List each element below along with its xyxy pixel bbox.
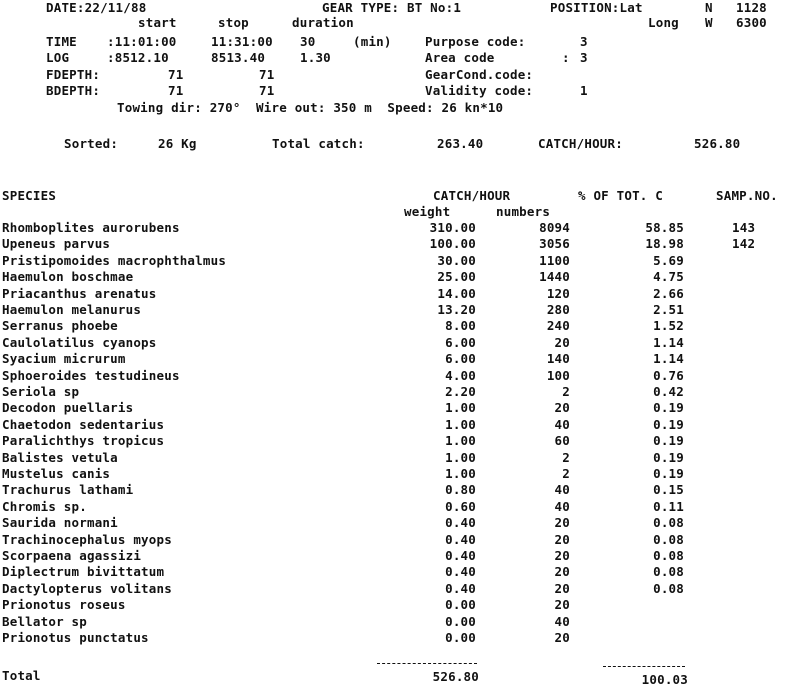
col-duration: duration <box>292 15 354 30</box>
species-cell: Seriola sp <box>2 384 80 399</box>
species-cell: Chaetodon sedentarius <box>2 417 165 432</box>
time-stop: 11:31:00 <box>211 34 273 49</box>
numbers-cell: 8094 <box>539 220 570 235</box>
table-row <box>0 352 800 367</box>
numbers-cell: 140 <box>546 351 570 366</box>
pct-cell: 0.11 <box>653 499 684 514</box>
pct-cell: 1.52 <box>653 318 684 333</box>
species-cell: Trachurus lathami <box>2 482 134 497</box>
sorted-value: 26 Kg <box>158 136 197 151</box>
pct-cell: 0.15 <box>653 482 684 497</box>
area-label: Area code <box>425 50 495 65</box>
fdepth-label: FDEPTH: <box>46 67 101 82</box>
species-cell: Mustelus canis <box>2 466 111 481</box>
species-cell: Dactylopterus volitans <box>2 581 172 596</box>
numbers-subheader: numbers <box>496 204 551 219</box>
pct-cell: 0.42 <box>653 384 684 399</box>
gearcond-label: GearCond.code: <box>425 67 534 82</box>
pct-cell: 0.19 <box>653 450 684 465</box>
species-cell: Haemulon boschmae <box>2 269 134 284</box>
weight-cell: 30.00 <box>437 253 476 268</box>
weight-cell: 1.00 <box>445 417 476 432</box>
samp-cell: 142 <box>732 236 756 251</box>
table-row <box>0 237 800 252</box>
table-row <box>0 533 800 548</box>
table-row <box>0 451 800 466</box>
numbers-cell: 2 <box>562 466 570 481</box>
table-row <box>0 221 800 236</box>
numbers-cell: 40 <box>554 614 570 629</box>
species-cell: Serranus phoebe <box>2 318 118 333</box>
weight-cell: 4.00 <box>445 368 476 383</box>
pct-total-header: % OF TOT. C <box>578 188 663 203</box>
time-duration: 30 <box>300 34 316 49</box>
date-label: DATE:22/11/88 <box>46 0 147 15</box>
numbers-cell: 3056 <box>539 236 570 251</box>
species-cell: Prionotus punctatus <box>2 630 149 645</box>
pct-cell: 0.19 <box>653 417 684 432</box>
total-catch-value: 263.40 <box>437 136 484 151</box>
weight-cell: 0.60 <box>445 499 476 514</box>
fdepth-stop: 71 <box>259 67 275 82</box>
pct-cell: 0.19 <box>653 466 684 481</box>
numbers-cell: 40 <box>554 499 570 514</box>
table-row <box>0 401 800 416</box>
validity-label: Validity code: <box>425 83 534 98</box>
pct-cell: 58.85 <box>645 220 684 235</box>
pct-cell: 1.14 <box>653 351 684 366</box>
bdepth-start: 71 <box>168 83 184 98</box>
col-start: start <box>138 15 177 30</box>
weight-cell: 1.00 <box>445 450 476 465</box>
table-row <box>0 483 800 498</box>
species-cell: Scorpaena agassizi <box>2 548 142 563</box>
numbers-cell: 20 <box>554 581 570 596</box>
numbers-cell: 2 <box>562 450 570 465</box>
table-row <box>0 631 800 646</box>
catch-per-hour-label: CATCH/HOUR: <box>538 136 623 151</box>
purpose-label: Purpose code: <box>425 34 526 49</box>
species-cell: Haemulon melanurus <box>2 302 142 317</box>
table-row <box>0 434 800 449</box>
time-start: :11:01:00 <box>107 34 177 49</box>
pct-cell: 4.75 <box>653 269 684 284</box>
numbers-cell: 20 <box>554 564 570 579</box>
numbers-cell: 100 <box>546 368 570 383</box>
weight-cell: 0.40 <box>445 532 476 547</box>
numbers-cell: 40 <box>554 482 570 497</box>
numbers-cell: 20 <box>554 335 570 350</box>
pct-cell: 0.08 <box>653 581 684 596</box>
numbers-cell: 1100 <box>539 253 570 268</box>
table-row <box>0 582 800 597</box>
weight-cell: 0.40 <box>445 564 476 579</box>
pct-cell: 2.51 <box>653 302 684 317</box>
bdepth-label: BDEPTH: <box>46 83 101 98</box>
species-cell: Rhomboplites aurorubens <box>2 220 180 235</box>
species-cell: Saurida normani <box>2 515 118 530</box>
numbers-cell: 20 <box>554 515 570 530</box>
pct-cell: 1.14 <box>653 335 684 350</box>
species-cell: Caulolatilus cyanops <box>2 335 157 350</box>
weight-cell: 2.20 <box>445 384 476 399</box>
numbers-cell: 20 <box>554 597 570 612</box>
species-cell: Prionotus roseus <box>2 597 126 612</box>
species-cell: Pristipomoides macrophthalmus <box>2 253 227 268</box>
species-cell: Sphoeroides testudineus <box>2 368 180 383</box>
col-stop: stop <box>218 15 249 30</box>
numbers-cell: 20 <box>554 630 570 645</box>
pct-cell: 0.08 <box>653 532 684 547</box>
purpose-value: 3 <box>580 34 588 49</box>
numbers-cell: 20 <box>554 400 570 415</box>
weight-cell: 0.40 <box>445 581 476 596</box>
total-label: Total <box>2 668 41 683</box>
pct-cell: 18.98 <box>645 236 684 251</box>
time-unit: (min) <box>353 34 392 49</box>
species-cell: Decodon puellaris <box>2 400 134 415</box>
table-row <box>0 303 800 318</box>
numbers-cell: 20 <box>554 548 570 563</box>
weight-cell: 1.00 <box>445 400 476 415</box>
numbers-cell: 240 <box>546 318 570 333</box>
log-start: :8512.10 <box>107 50 169 65</box>
pct-cell: 5.69 <box>653 253 684 268</box>
table-row <box>0 549 800 564</box>
table-row <box>0 270 800 285</box>
table-row <box>0 254 800 269</box>
log-label: LOG <box>46 50 70 65</box>
time-label: TIME <box>46 34 77 49</box>
weight-cell: 0.40 <box>445 515 476 530</box>
weight-cell: 6.00 <box>445 351 476 366</box>
species-header: SPECIES <box>2 188 57 203</box>
species-cell: Diplectrum bivittatum <box>2 564 165 579</box>
pct-cell: 0.08 <box>653 515 684 530</box>
validity-value: 1 <box>580 83 588 98</box>
species-cell: Chromis sp. <box>2 499 87 514</box>
numbers-cell: 120 <box>546 286 570 301</box>
area-colon: : <box>562 50 570 65</box>
catch-hour-header: CATCH/HOUR <box>433 188 511 203</box>
weight-cell: 0.80 <box>445 482 476 497</box>
weight-cell: 0.40 <box>445 548 476 563</box>
total-catch-label: Total catch: <box>272 136 365 151</box>
samp-no-header: SAMP.NO. <box>716 188 778 203</box>
weight-cell: 1.00 <box>445 433 476 448</box>
numbers-cell: 60 <box>554 433 570 448</box>
table-row <box>0 385 800 400</box>
pct-cell: 0.19 <box>653 433 684 448</box>
pct-cell: 2.66 <box>653 286 684 301</box>
towing-line: Towing dir: 270° Wire out: 350 m Speed: 26 kn*10 <box>117 100 504 115</box>
position-label: POSITION:Lat <box>550 0 643 15</box>
lat-value: 1128 <box>736 0 767 15</box>
table-row <box>0 467 800 482</box>
table-row <box>0 565 800 580</box>
weight-cell: 25.00 <box>437 269 476 284</box>
table-row <box>0 336 800 351</box>
table-row <box>0 319 800 334</box>
fdepth-start: 71 <box>168 67 184 82</box>
pct-cell: 0.08 <box>653 548 684 563</box>
numbers-cell: 20 <box>554 532 570 547</box>
species-cell: Syacium micrurum <box>2 351 126 366</box>
total-weight: 526.80 <box>432 669 479 684</box>
bdepth-stop: 71 <box>259 83 275 98</box>
numbers-cell: 40 <box>554 417 570 432</box>
log-stop: 8513.40 <box>211 50 266 65</box>
weight-cell: 1.00 <box>445 466 476 481</box>
weight-cell: 100.00 <box>429 236 476 251</box>
table-row <box>0 500 800 515</box>
weight-cell: 6.00 <box>445 335 476 350</box>
log-duration: 1.30 <box>300 50 331 65</box>
pct-cell: 0.19 <box>653 400 684 415</box>
sorted-label: Sorted: <box>64 136 119 151</box>
weight-total-rule <box>377 663 477 664</box>
table-row <box>0 418 800 433</box>
species-cell: Upeneus parvus <box>2 236 111 251</box>
species-cell: Paralichthys tropicus <box>2 433 165 448</box>
species-cell: Priacanthus arenatus <box>2 286 157 301</box>
pct-cell: 0.76 <box>653 368 684 383</box>
table-row <box>0 287 800 302</box>
weight-subheader: weight <box>404 204 451 219</box>
weight-cell: 310.00 <box>429 220 476 235</box>
numbers-cell: 2 <box>562 384 570 399</box>
long-label: Long <box>648 15 679 30</box>
table-row <box>0 369 800 384</box>
weight-cell: 13.20 <box>437 302 476 317</box>
long-dir: W <box>705 15 713 30</box>
numbers-cell: 280 <box>546 302 570 317</box>
pct-total-rule <box>603 666 685 667</box>
table-row <box>0 615 800 630</box>
pct-cell: 0.08 <box>653 564 684 579</box>
weight-cell: 14.00 <box>437 286 476 301</box>
species-cell: Balistes vetula <box>2 450 118 465</box>
gear-type: GEAR TYPE: BT No:1 <box>322 0 462 15</box>
samp-cell: 143 <box>732 220 756 235</box>
weight-cell: 0.00 <box>445 597 476 612</box>
table-row <box>0 598 800 613</box>
species-cell: Trachinocephalus myops <box>2 532 172 547</box>
catch-per-hour-value: 526.80 <box>694 136 741 151</box>
total-pct: 100.03 <box>641 672 688 687</box>
weight-cell: 8.00 <box>445 318 476 333</box>
species-cell: Bellator sp <box>2 614 87 629</box>
table-row <box>0 516 800 531</box>
numbers-cell: 1440 <box>539 269 570 284</box>
long-value: 6300 <box>736 15 767 30</box>
weight-cell: 0.00 <box>445 614 476 629</box>
lat-dir: N <box>705 0 713 15</box>
area-value: 3 <box>580 50 588 65</box>
weight-cell: 0.00 <box>445 630 476 645</box>
